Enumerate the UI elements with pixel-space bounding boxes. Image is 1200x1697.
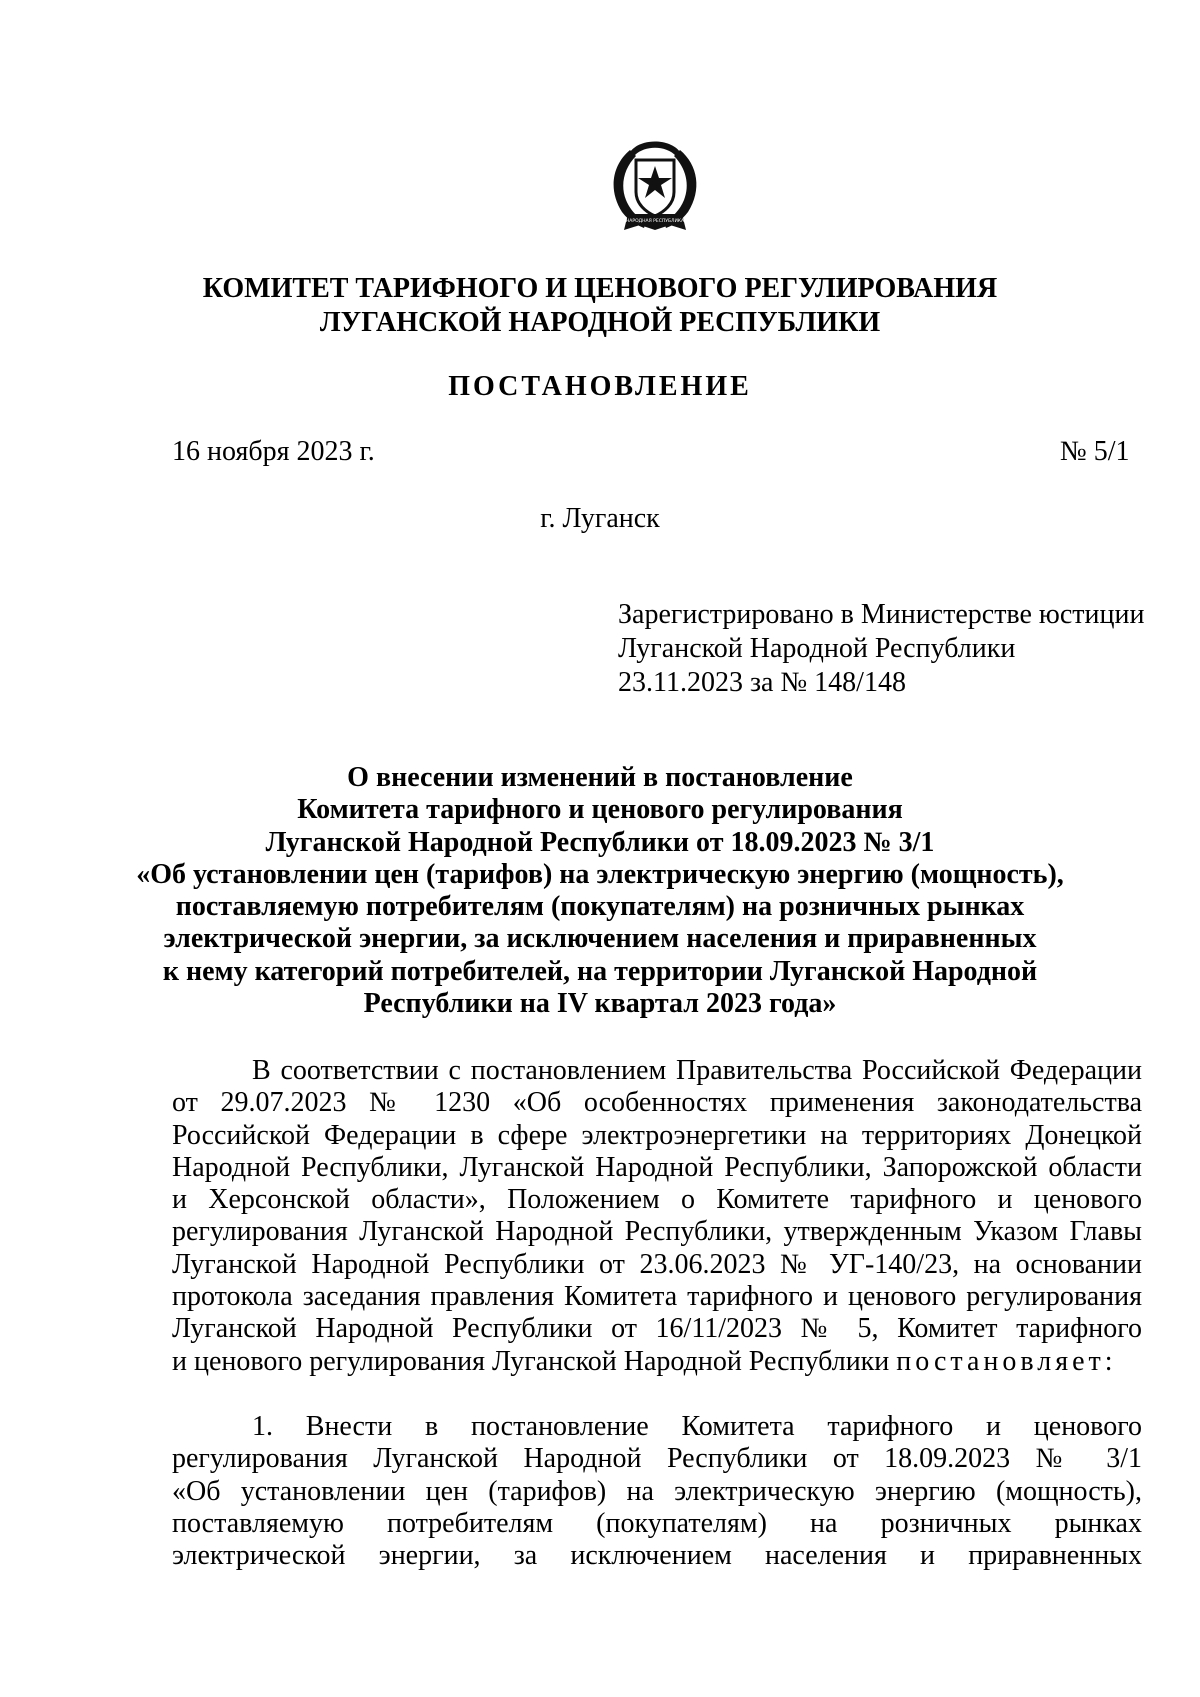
- paragraph-line: Луганской Народной Республики от 16/11/2023 № 5, Комитет тарифного: [172, 1313, 1142, 1345]
- paragraph-line: регулирования Луганской Народной Республики, утвержденным Указом Главы: [172, 1216, 1142, 1248]
- paragraph-line: электрической энергии, за исключением населения и приравненных: [172, 1540, 1142, 1572]
- subject-line: электрической энергии, за исключением населения и приравненных: [163, 923, 1037, 955]
- subject-line: Комитета тарифного и ценового регулирования: [297, 794, 903, 826]
- paragraph-line: и Херсонской области», Положением о Комитете тарифного и ценового: [172, 1184, 1142, 1216]
- document-type: ПОСТАНОВЛЕНИЕ: [448, 371, 752, 402]
- paragraph-line: В соответствии с постановлением Правительства Российской Федерации: [252, 1055, 1142, 1086]
- registration-note: [618, 598, 1144, 700]
- registration-line: 23.11.2023 за № 148/148: [618, 667, 906, 698]
- paragraph-line: поставляемую потребителям (покупателям) на розничных рынках: [172, 1507, 1142, 1539]
- paragraph-line: Народной Республики, Луганской Народной Республики, Запорожской области: [172, 1151, 1142, 1183]
- paragraph-line: Луганской Народной Республики от 23.06.2023 № УГ-140/23, на основании: [172, 1248, 1142, 1280]
- subject-line: к нему категорий потребителей, на территории Луганской Народной: [162, 955, 1038, 987]
- paragraph-line: [172, 1346, 1142, 1378]
- subject-line: Республики на IV квартал 2023 года»: [363, 988, 837, 1020]
- subject-line: «Об установлении цен (тарифов) на электрическую энергию (мощность),: [136, 858, 1064, 890]
- org-title-line2: ЛУГАНСКОЙ НАРОДНОЙ РЕСПУБЛИКИ: [319, 307, 881, 338]
- document-city: г. Луганск: [540, 503, 660, 534]
- subject-line: Луганской Народной Республики от 18.09.2023 № 3/1: [265, 826, 935, 858]
- subject-line: поставляемую потребителям (покупателям) на розничных рынках: [175, 891, 1025, 923]
- paragraph-line: протокола заседания правления Комитета тарифного и ценового регулирования: [172, 1281, 1142, 1313]
- preamble-last-text: и ценового регулирования Луганской Народной Республики: [172, 1345, 897, 1377]
- coat-of-arms-icon: [600, 130, 710, 240]
- paragraph-line: «Об установлении цен (тарифов) на электрическую энергию (мощность),: [172, 1475, 1142, 1507]
- document-date: 16 ноября 2023 г.: [172, 436, 375, 467]
- registration-line: Зарегистрировано в Министерстве юстиции: [618, 599, 1145, 630]
- paragraph-line: 1. Внести в постановление Комитета тарифного и ценового: [252, 1411, 1142, 1442]
- emblem-caption: НАРОДНАЯ РЕСПУБЛИКА: [625, 219, 685, 224]
- subject-line: О внесении изменений в постановление: [347, 762, 853, 793]
- paragraph-line: от 29.07.2023 № 1230 «Об особенностях применения законодательства: [172, 1087, 1142, 1119]
- registration-line: Луганской Народной Республики: [618, 633, 1016, 664]
- preamble-paragraph: [172, 1055, 1142, 1378]
- document-subject: [0, 762, 1200, 1020]
- paragraph-line: Российской Федерации в сфере электроэнергетики на территориях Донецкой: [172, 1119, 1142, 1151]
- resolves-keyword: постановляет:: [896, 1345, 1117, 1377]
- paragraph-line: регулирования Луганской Народной Республики от 18.09.2023 № 3/1: [172, 1443, 1142, 1475]
- org-title-line1: КОМИТЕТ ТАРИФНОГО И ЦЕНОВОГО РЕГУЛИРОВАНИЯ: [202, 273, 998, 304]
- document-number: № 5/1: [1060, 436, 1130, 467]
- item-1-paragraph: [172, 1411, 1142, 1572]
